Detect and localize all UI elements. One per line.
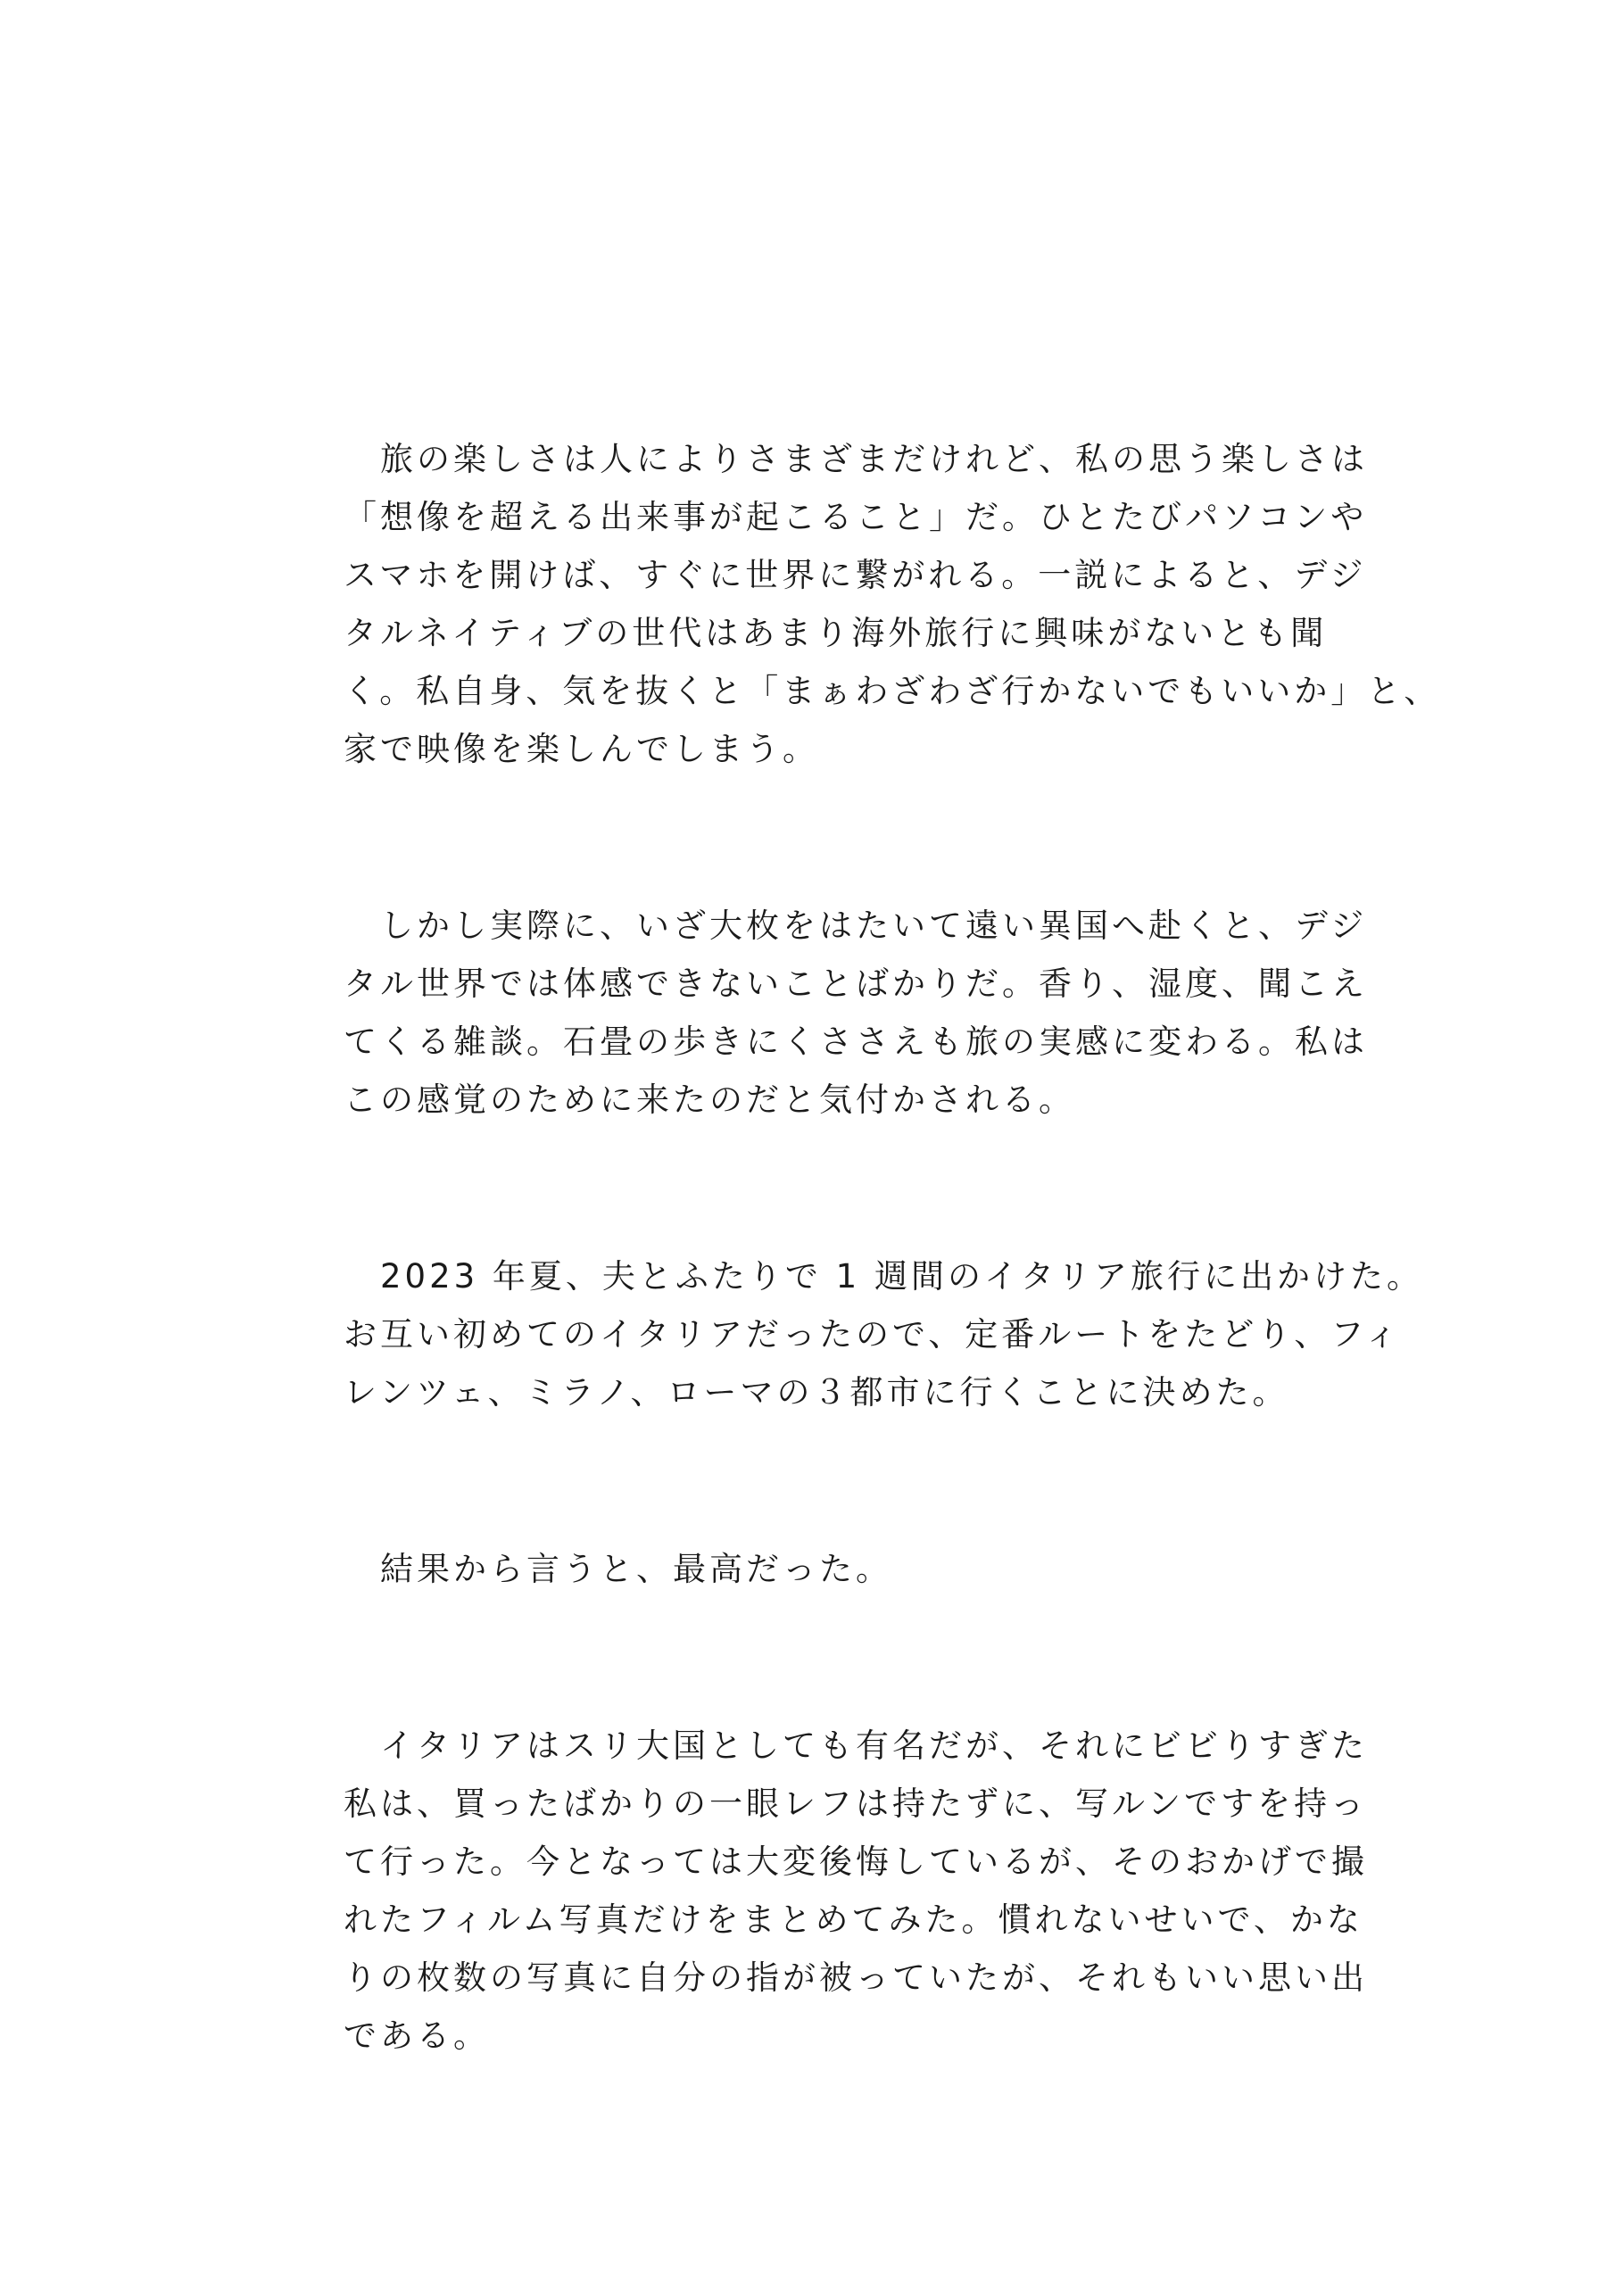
paragraph-line: て行った。今となっては大変後悔しているが、そのおかげで撮: [344, 1842, 1368, 1881]
paragraph-spacer: [344, 1421, 1298, 1540]
paragraph-5: [344, 1717, 1368, 2065]
essay-body: [344, 430, 1441, 2065]
paragraph-line: 私は、買ったばかりの一眼レフは持たずに、写ルンですを持っ: [344, 1784, 1368, 1823]
paragraph-line: てくる雑談。石畳の歩きにくささえも旅の実感に変わる。私は: [344, 1023, 1368, 1061]
paragraph-line: である。: [344, 2016, 490, 2055]
paragraph-line: イタリアはスリ大国としても有名だが、それにビビりすぎた: [344, 1726, 1368, 1765]
paragraph-line: 「想像を超える出来事が起こること」だ。ひとたびパソコンや: [344, 498, 1368, 536]
paragraph-line: 結果から言うと、最高だった。: [344, 1550, 892, 1588]
paragraph-spacer: [344, 1129, 1298, 1247]
paragraph-1: [344, 430, 1441, 778]
paragraph-3: [344, 1247, 1423, 1421]
paragraph-line: 旅の楽しさは人によりさまざまだけれど、私の思う楽しさは: [344, 440, 1368, 478]
paragraph-line: れたフィルム写真だけをまとめてみた。慣れないせいで、かな: [344, 1900, 1363, 1939]
paragraph-spacer: [344, 1598, 1298, 1717]
paragraph-line: りの枚数の写真に自分の指が被っていたが、それもいい思い出: [344, 1958, 1368, 1997]
paragraph-line: この感覚のために来たのだと気付かされる。: [344, 1081, 1075, 1119]
paragraph-line: 家で映像を楽しんでしまう。: [344, 730, 819, 768]
paragraph-line: く。私自身、気を抜くと「まぁわざわざ行かないでもいいか」と、: [344, 672, 1441, 710]
paragraph-line: しかし実際に、いざ大枚をはたいて遠い異国へ赴くと、デジ: [344, 907, 1368, 945]
paragraph-line: お互い初めてのイタリアだったので、定番ルートをたどり、フィ: [344, 1315, 1402, 1354]
paragraph-spacer: [344, 778, 1298, 897]
paragraph-line: レンツェ、ミラノ、ローマの３都市に行くことに決めた。: [344, 1373, 1289, 1412]
paragraph-line: スマホを開けば、すぐに世界に繋がれる。一説によると、デジ: [344, 556, 1367, 594]
paragraph-line: タルネイティブの世代はあまり海外旅行に興味がないとも聞: [344, 614, 1328, 652]
paragraph-line: タル世界では体感できないことばかりだ。香り、湿度、聞こえ: [344, 965, 1368, 1003]
paragraph-4: [344, 1540, 1298, 1598]
paragraph-2: [344, 897, 1368, 1129]
paragraph-line: 2023 年夏、夫とふたりで 1 週間のイタリア旅行に出かけた。: [344, 1257, 1423, 1296]
